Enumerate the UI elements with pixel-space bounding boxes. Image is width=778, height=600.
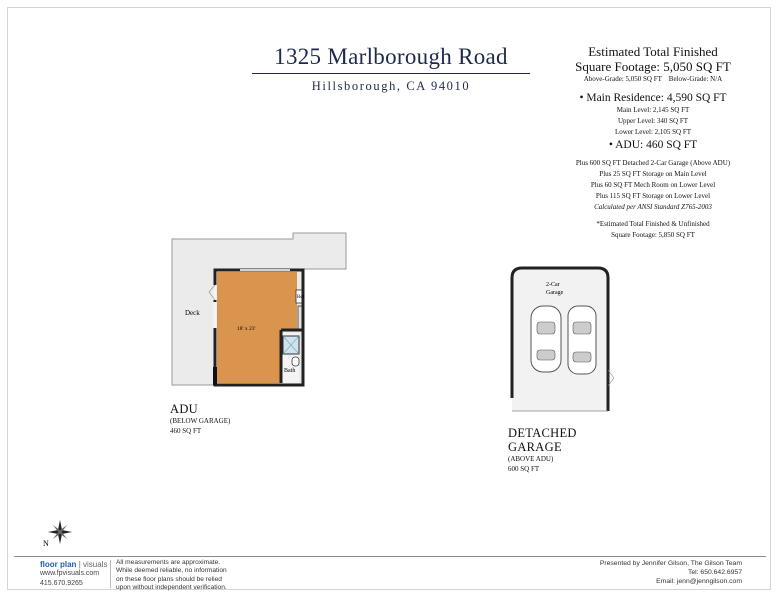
- property-city: Hillsborough, CA 94010: [311, 79, 471, 93]
- disclaimer-line-1: All measurements are approximate.: [116, 559, 221, 566]
- lower-level-sqft: Lower Level: 2,105 SQ FT: [614, 128, 691, 136]
- disclaimer: [116, 559, 266, 593]
- north-label: N: [43, 539, 49, 548]
- brand-name: floor plan: [40, 560, 77, 569]
- garage-label-2: Garage: [546, 290, 564, 296]
- ref-label: Ref: [297, 295, 305, 300]
- floor-plan-visuals-logo: [40, 560, 107, 569]
- adu-area: 460 SQ FT: [170, 427, 202, 435]
- grade-line: Above-Grade: 5,050 SQ FT Below-Grade: N/A: [583, 75, 723, 83]
- disclaimer-line-2: While deemed reliable, no information: [116, 567, 227, 575]
- summary-heading-1: Estimated Total Finished: [588, 44, 718, 59]
- brand-sub: | visuals: [78, 560, 108, 569]
- garage-label-1: 2-Car: [546, 282, 560, 288]
- main-level-sqft: Main Level: 2,145 SQ FT: [616, 106, 690, 114]
- adu-title-block: [170, 402, 230, 436]
- disclaimer-line-3: on these floor plans should be relied: [116, 575, 222, 583]
- upper-level-sqft: Upper Level: 340 SQ FT: [618, 117, 688, 125]
- garage-floor-plan: [512, 268, 614, 411]
- deck-label: Deck: [185, 309, 200, 317]
- adu-closet-floor: [281, 272, 297, 330]
- extra-mech-room: Plus 60 SQ FT Mech Room on Lower Level: [590, 181, 716, 189]
- brand-phone: 415.670.9265: [40, 580, 83, 587]
- garage-area: 600 SQ FT: [508, 465, 540, 473]
- garage-subtitle: (ABOVE ADU): [508, 455, 554, 463]
- adu-subtitle: (BELOW GARAGE): [170, 417, 231, 425]
- summary-heading-2: Square Footage: 5,050 SQ FT: [575, 59, 731, 74]
- garage-title-2: GARAGE: [508, 440, 562, 454]
- garage-title-block: [508, 426, 577, 474]
- main-residence-total: • Main Residence: 4,590 SQ FT: [579, 92, 727, 104]
- garage-title-1: DETACHED: [508, 426, 577, 440]
- car-icon-right: [568, 306, 596, 374]
- unfinished-note-2: Square Footage: 5,850 SQ FT: [611, 231, 695, 239]
- presented-by: Presented by Jennifer Gilson, The Gilson Team: [599, 560, 742, 567]
- agent-phone: Tel: 650.642.6957: [687, 568, 742, 576]
- room-dimensions: 18' x 23': [237, 326, 256, 332]
- extra-storage-lower: Plus 115 SQ FT Storage on Lower Level: [595, 192, 711, 200]
- bath-label: Bath: [284, 368, 296, 374]
- unfinished-note-1: *Estimated Total Finished & Unfinished: [596, 220, 710, 228]
- footer-vertical-divider: [110, 560, 111, 588]
- property-address: 1325 Marlborough Road: [274, 44, 508, 69]
- adu-total: • ADU: 460 SQ FT: [608, 139, 698, 151]
- adu-floor-plan: [172, 233, 346, 385]
- disclaimer-line-4: upon without independent verification.: [116, 584, 227, 592]
- toilet: [292, 357, 299, 366]
- extra-garage: Plus 600 SQ FT Detached 2-Car Garage (Above ADU): [575, 159, 731, 167]
- car-icon-left: [531, 306, 561, 372]
- ansi-standard-note: Calculated per ANSI Standard Z765-2003: [594, 203, 712, 211]
- agent-email-link[interactable]: Email: jenn@jenngilson.com: [656, 577, 742, 585]
- brand-website-link[interactable]: www.fpvisuals.com: [40, 570, 100, 577]
- compass-icon: [43, 520, 72, 548]
- agent-contact: [600, 560, 742, 587]
- extra-storage-main: Plus 25 SQ FT Storage on Main Level: [599, 170, 707, 178]
- adu-title: ADU: [170, 402, 198, 416]
- footer-divider: [14, 556, 766, 557]
